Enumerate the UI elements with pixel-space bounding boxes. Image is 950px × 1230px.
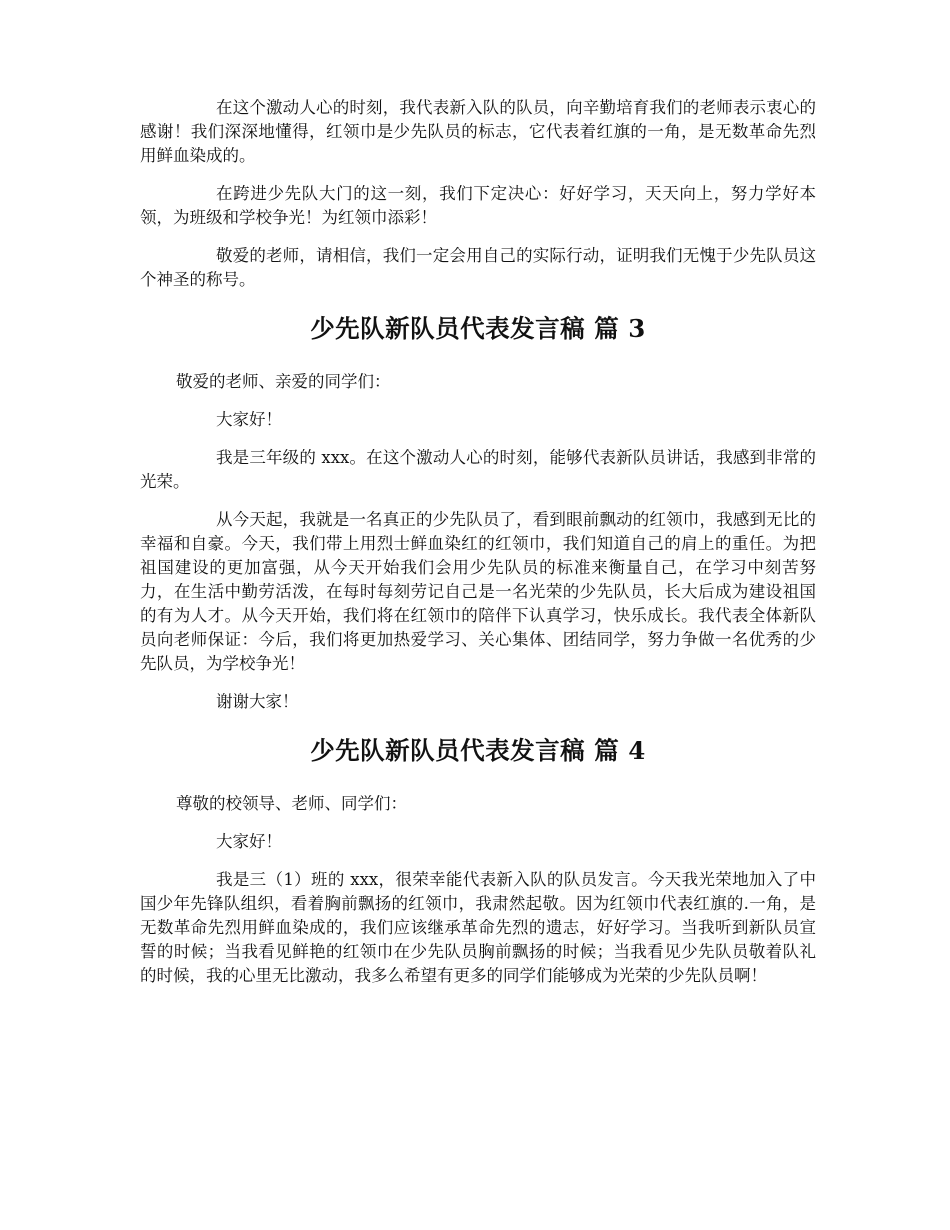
section-3-greeting: 大家好！ bbox=[216, 410, 282, 429]
section-4-salutation: 尊敬的校领导、老师、同学们： bbox=[176, 794, 407, 813]
document-page bbox=[140, 96, 816, 988]
section-3-title: 少先队新队员代表发言稿 篇 3 bbox=[310, 314, 646, 343]
section-4-title: 少先队新队员代表发言稿 篇 4 bbox=[310, 736, 646, 765]
intro-paragraph-2: 在跨进少先队大门的这一刻，我们下定决心：好好学习，天天向上，努力学好本领，为班级和学校争光！为红领巾添彩！ bbox=[140, 184, 816, 227]
section-3-closing: 谢谢大家！ bbox=[216, 692, 299, 711]
section-4-paragraph-1: 我是三（1）班的 xxx，很荣幸能代表新入队的队员发言。今天我光荣地加入了中国少年先锋队组织，看着胸前飘扬的红领巾，我肃然起敬。因为红领巾代表红旗的.一角，是无数革命先烈用鲜血染成的，我们应该继承革命先烈的遗志，好好学习。当我听到新队员宣誓的时候；当我看见鲜艳的红领巾在少先队员胸前飘扬的时候；当我看见少先队员敬着队礼的时候，我的心里无比激动，我多么希望有更多的同学们能够成为光荣的少先队员啊！ bbox=[140, 870, 816, 985]
section-3-paragraph-1: 我是三年级的 xxx。在这个激动人心的时刻，能够代表新队员讲话，我感到非常的光荣。 bbox=[140, 448, 816, 491]
intro-paragraph-1: 在这个激动人心的时刻，我代表新入队的队员，向辛勤培育我们的老师表示衷心的感谢！我们深深地懂得，红领巾是少先队员的标志，它代表着红旗的一角，是无数革命先烈用鲜血染成的。 bbox=[140, 98, 816, 165]
section-3-paragraph-2: 从今天起，我就是一名真正的少先队员了，看到眼前飘动的红领巾，我感到无比的幸福和自豪。今天，我们带上用烈士鲜血染红的红领巾，我们知道自己的肩上的重任。为把祖国建设的更加富强，从今天开始我们会用少先队员的标准来衡量自己，在学习中刻苦努力，在生活中勤劳活泼，在每时每刻劳记自己是一名光荣的少先队员，长大后成为建设祖国的有为人才。从今天开始，我们将在红领巾的陪伴下认真学习，快乐成长。我代表全体新队员向老师保证：今后，我们将更加热爱学习、关心集体、团结同学，努力争做一名优秀的少先队员，为学校争光！ bbox=[140, 510, 816, 673]
section-3-salutation: 敬爱的老师、亲爱的同学们： bbox=[176, 372, 391, 391]
section-4-greeting: 大家好！ bbox=[216, 832, 282, 851]
intro-paragraph-3: 敬爱的老师，请相信，我们一定会用自己的实际行动，证明我们无愧于少先队员这个神圣的称号。 bbox=[140, 246, 816, 289]
